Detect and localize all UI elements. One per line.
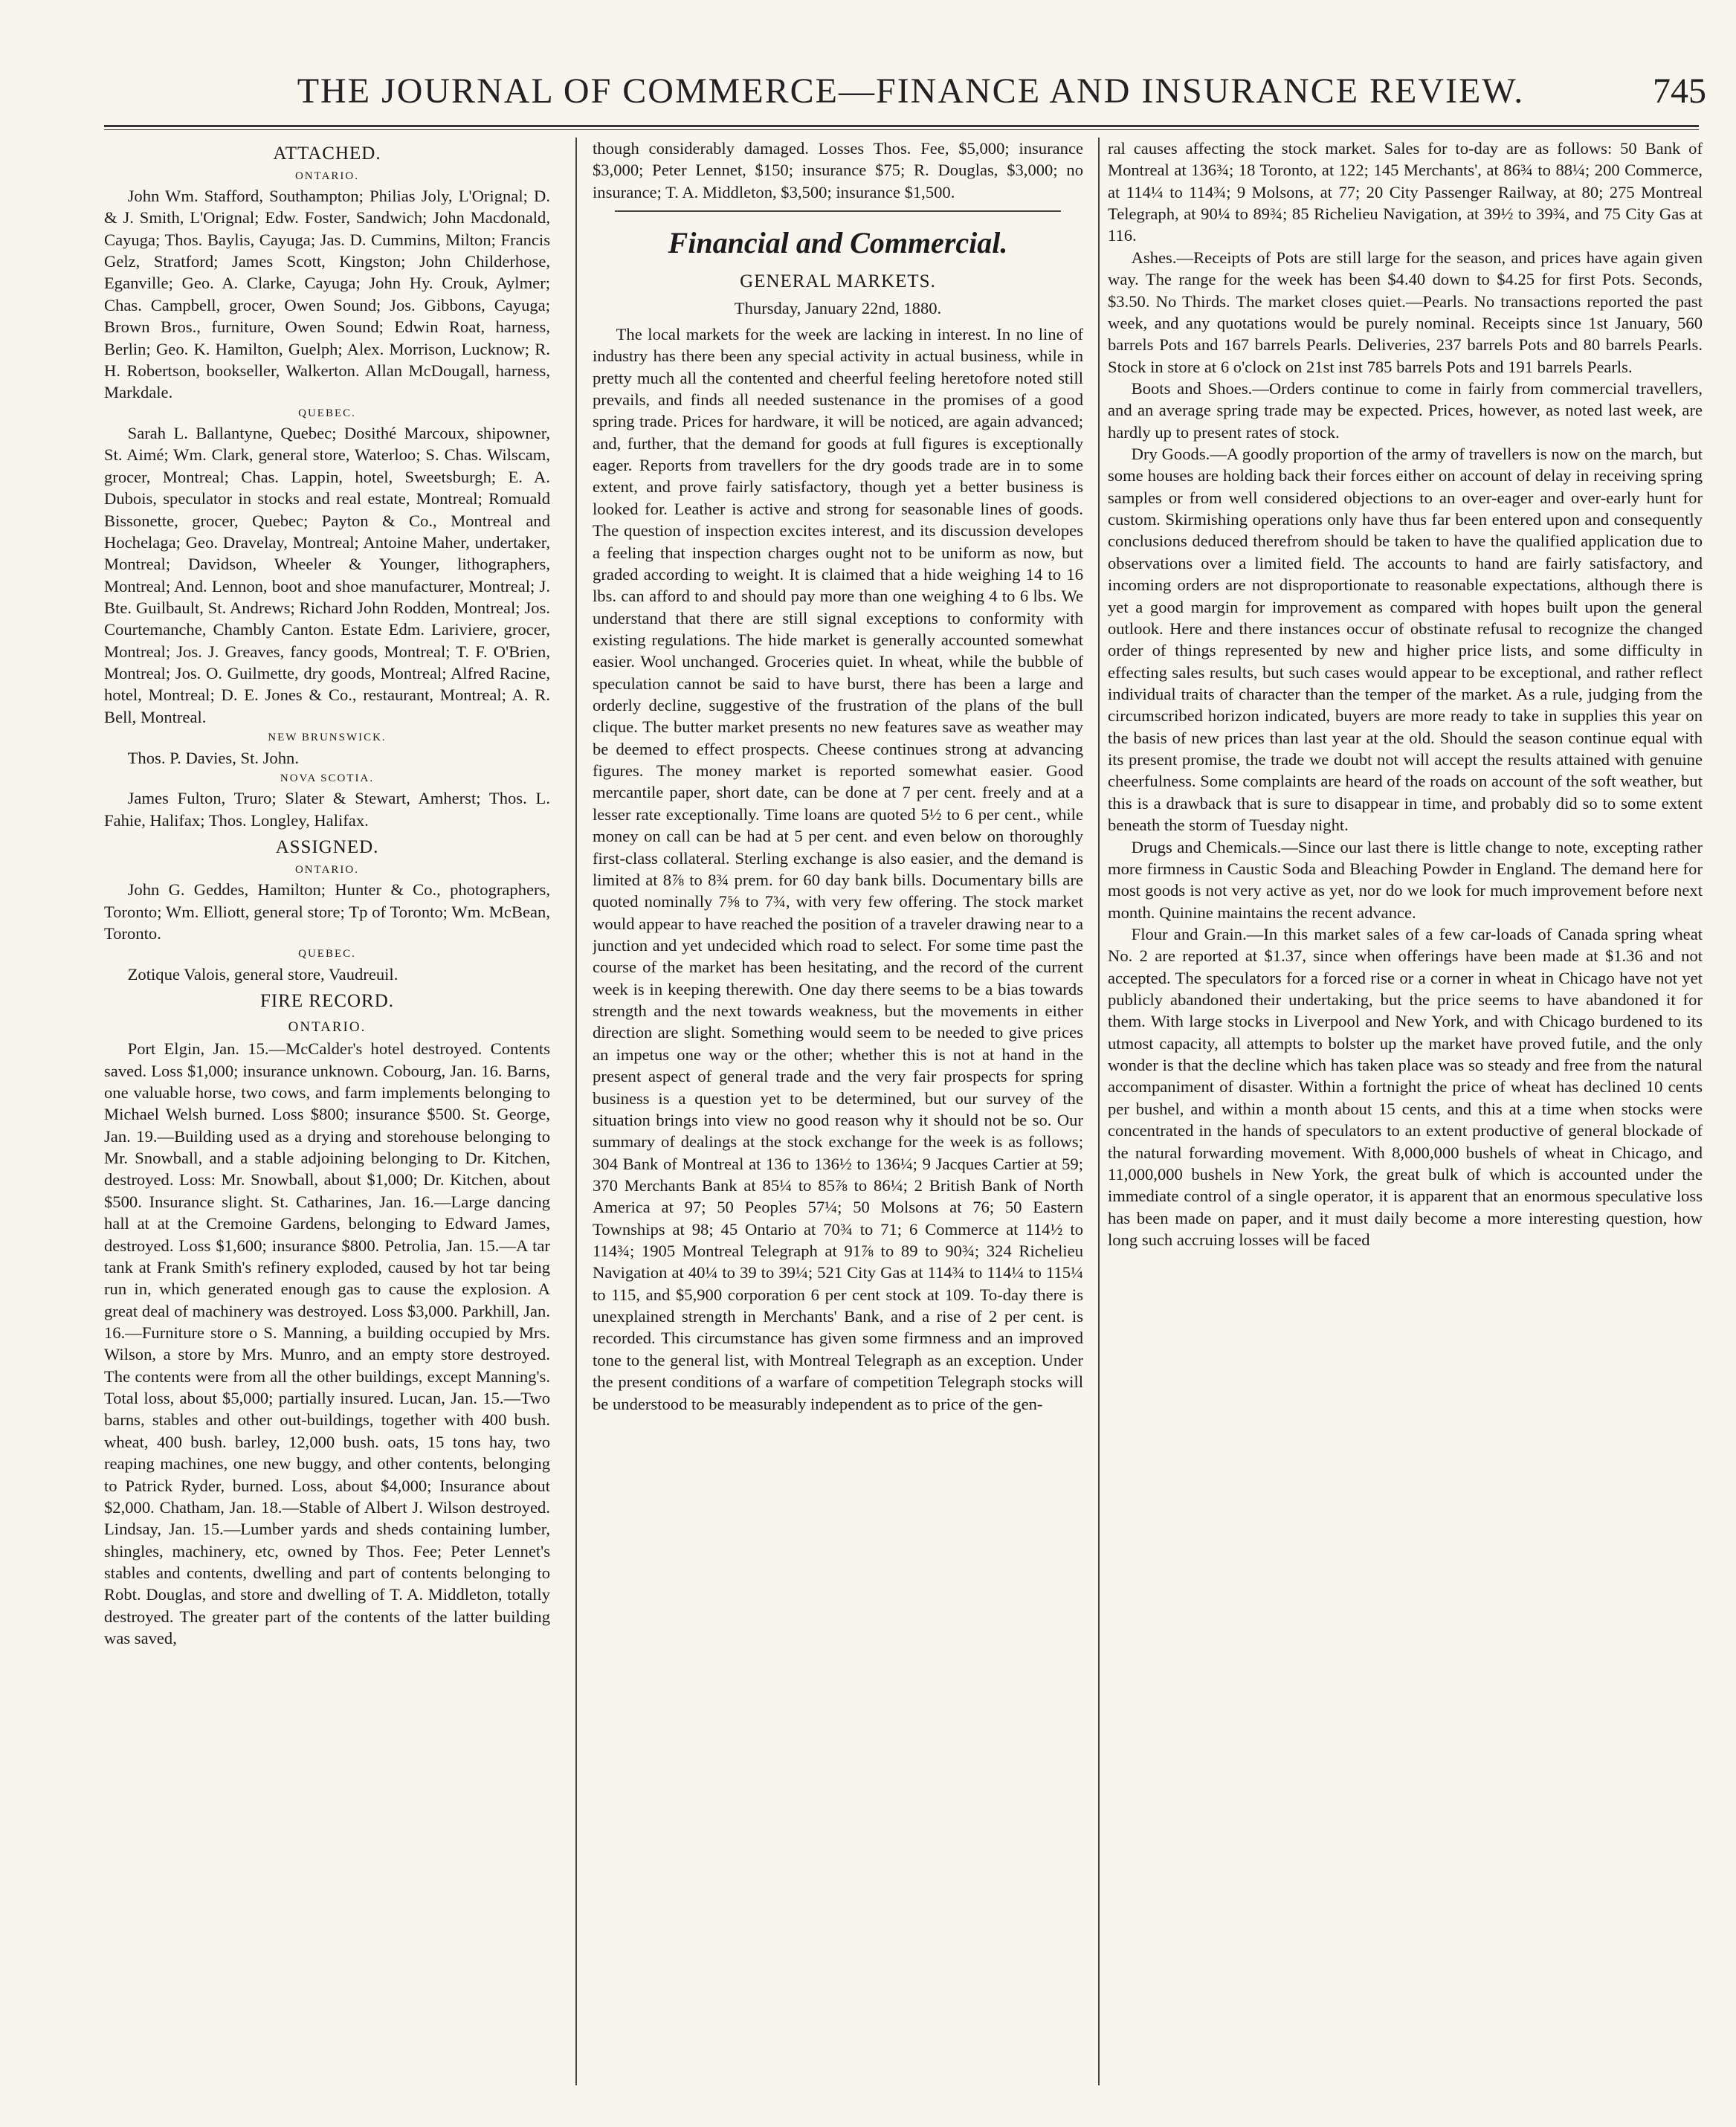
stock-sales: ral causes affecting the stock market. Sales for to-day are as follows: 50 Bank of Montreal at 136¾; 18 Toronto, at 122; 145 Merchants', at 86¾ to 88¼; 200 Commerce, at 114¼ to 114¾; 9 Molsons, at 77; 20 City Passenger Railway, at 80; 275 Montreal Telegraph, at 90¼ to 89¾; 85 Richelieu Navigation, at 39½ to 39¾, and 75 City Gas at 116. xyxy=(1108,139,1703,245)
attached-new-brunswick: Thos. P. Davies, St. John. xyxy=(127,748,299,767)
column-divider xyxy=(1098,138,1100,2085)
financial-heading: Financial and Commercial. xyxy=(668,226,1008,260)
attached-ontario: John Wm. Stafford, Southampton; Philias Joly, L'Orignal; D. & J. Smith, L'Orignal; Edw. Foster, Sandwich; John Macdonald, Cayuga; Thos. Baylis, Cayuga; Jas. D. Cummins, Milton; Francis Gelz, Stratford; James Scott, Kingston; John Childerhose, Eganville; Geo. A. Clarke, Cayuga; John Hy. Crouk, Aylmer; Chas. Campbell, grocer, Owen Sound; Jos. Gibbons, Cayuga; Brown Bros., furniture, Owen Sound; Edwin Roat, harness, Berlin; Geo. K. Hamilton, Guelph; Alex. Morrison, Lucknow; R. H. Robertson, bookseller, Walkerton. Allan McDougall, harness, Markdale. xyxy=(104,187,550,402)
drugs-chemicals-report: Drugs and Chemicals.—Since our last there is little change to note, excepting rather more firmness in Caustic Soda and Bleaching Powder in England. The demand here for most goods is not very active as yet, nor do we look for much improvement before next month. Quinine maintains the recent advance. xyxy=(1108,837,1703,922)
assigned-title: ASSIGNED. xyxy=(275,837,379,858)
flour-grain-report: Flour and Grain.—In this market sales of a few car-loads of Canada spring wheat No. 2 are reported at $1.37, since when offerings have been made at $1.36 and not accepted. The speculators for a forced rise or a corner in wheat in Chicago have not yet publicly abandoned their undertaking, but the price seems to have abandoned it for them. With large stocks in Liverpool and New York, and with Chicago burdened to its utmost capacity, all attempts to bolster up the market have proved futile, and the only wonder is that the decline which has taken place was so steady and free from the natural accompaniment of disaster. Within a fortnight the price of wheat has declined 10 cents per bushel, and within a month about 15 cents, and this at a time when stocks were concentrated in the hands of speculators to an extent productive of general blockade of the natural forwarding movement. With 8,000,000 bushels of wheat in Chicago, and 11,000,000 bushels in New York, the great bulk of which is accounted under the immediate control of a single operator, it is apparent that an enormous speculative loss has been made on paper, and it must daily become a more interesting question, how long such accruing losses will be faced xyxy=(1108,924,1703,1249)
page-number: 745 xyxy=(1653,71,1706,111)
province-label: ONTARIO. xyxy=(288,1019,367,1035)
fire-record-title: FIRE RECORD. xyxy=(259,991,395,1012)
ashes-report: Ashes.—Receipts of Pots are still large for the season, and prices have again given way. The range for the week has been $4.40 down to $4.25 for first Pots. Seconds, $3.50. No Thirds. The market closes quiet.—Pearls. No transactions reported the past week, and any quotations would be purely nominal. Receipts since 1st January, 560 barrels Pots and 167 barrels Pearls. Deliveries, 237 barrels Pots and 80 barrels Pearls. Stock in store at 6 o'clock on 21st inst 785 barrels Pots and 191 barrels Pearls. xyxy=(1108,248,1703,376)
column-3 xyxy=(1108,138,1703,2100)
assigned-ontario: John G. Geddes, Hamilton; Hunter & Co., photographers, Toronto; Wm. Elliott, general store; Tp of Toronto; Wm. McBean, Toronto. xyxy=(104,880,550,943)
province-label: NOVA SCOTIA. xyxy=(280,772,375,784)
header-rule xyxy=(104,125,1699,130)
column-1 xyxy=(104,138,550,2100)
column-divider xyxy=(575,138,577,2085)
province-label: QUEBEC. xyxy=(298,407,356,419)
dry-goods-report: Dry Goods.—A goodly proportion of the army of travellers is now on the march, but some houses are holding back their forces either on account of delay in receiving spring samples or from well considered objections to an over-eager and over-early hunt for custom. Skirmishing operations only have thus far been entered upon and consequently conclusions deduced therefrom should be taken to have the qualified application due to observations over a limited field. The accounts to hand are fairly satisfactory, and incoming orders are not disproportionate to reasonable expectations, although there is yet a good margin for improvement as compared with hopes built upon the general outlook. Here and there instances occur of obstinate refusal to recognize the changed order of things represented by new and higher price lists, and some difficulty in effecting sales results, but such cases would appear to be exceptional, and rather reflect individual traits of character than the temper of the market. As a rule, judging from the circumscribed horizon indicated, buyers are more ready to take in supplies this year on the basis of new prices than last year at the old. Should the season continue equal with its present promise, the trade we doubt not will accept the results attained with genuine cheerfulness. Some complaints are heard of the roads on account of the soft weather, but this is a drawback that is sure to disappear in time, and probably did so to some extent beneath the storm of Tuesday night. xyxy=(1108,445,1703,835)
fire-record-continued: though considerably damaged. Losses Thos. Fee, $5,000; insurance $3,000; Peter Lennet, $150; insurance $75; R. Douglas, $3,000; no insurance; T. A. Middleton, $3,500; insurance $1,500. xyxy=(593,139,1083,201)
page-header xyxy=(112,71,1710,123)
province-label: QUEBEC. xyxy=(298,948,356,961)
general-markets-body: The local markets for the week are lacking in interest. In no line of industry has there been any special activity in actual business, while in pretty much all the contented and cheerful feeling heretofore noted still prevails, and finds all needed sustenance in the promises of a good spring trade. Prices for hardware, it will be noticed, are again advanced; and, further, that the demand for goods at full figures is exceptionally eager. Reports from travellers for the dry goods trade are in to some extent, and prove fairly satisfactory, though yet a better business is looked for. Leather is active and strong for seasonable lines of goods. The question of inspection excites interest, and its discussion developes a feeling that inspection charges ought not to be uniform as now, but graded according to weight. It is claimed that a hide weighing 14 to 16 lbs. can afford to and should pay more than one weighing 4 to 6 lbs. We understand that there are still signal exceptions to conformity with existing regulations. The hide market is generally accounted somewhat easier. Wool unchanged. Groceries quiet. In wheat, while the bubble of speculation cannot be said to have burst, there has been a large and orderly decline, suggestive of the frustration of the plans of the bull clique. The butter market presents no new features save as weather may be deemed to effect prospects. Cheese continues strong at advancing figures. The money market is reported somewhat easier. Good mercantile paper, short date, can be done at 7 per cent. freely and at a lesser rate exceptionally. Time loans are quoted 5½ to 6 per cent., while money on call can be had at 5 per cent. and even below on thoroughly first-class collateral. Sterling exchange is also easier, and the demand is limited at 8⅞ to 8¾ prem. for 60 day bank bills. Documentary bills are quoted nominally 7⅝ to 7¾, with very few offering. The stock market would appear to have reached the position of a traveler drawing near to a junction and yet undecided which road to select. For some time past the course of the market has been hesitating, and the record of the current week is in keeping therewith. One day there seems to be a bias towards strength and the next towards weakness, but the movements in either direction are slight. Something would seem to be needed to give prices an impetus one way or the other; whether this is not at hand in the present aspect of general trade and the very fair prospects for spring business is a question yet to be determined, but our survey of the situation brings into view no good reason why it should not be so. Our summary of dealings at the stock exchange for the week is as follows; 304 Bank of Montreal at 136 to 136½ to 136¼; 9 Jacques Cartier at 59; 370 Merchants Bank at 85¼ to 85⅞ to 86¼; 2 British Bank of North America at 97; 50 Peoples 57¼; 50 Molsons at 76; 50 Eastern Townships at 98; 45 Ontario at 70¾ to 71; 6 Commerce at 114½ to 114¾; 1905 Montreal Telegraph at 91⅞ to 89 to 90¾; 324 Richelieu Navigation at 40¼ to 39 to 39¼; 521 City Gas at 114¾ to 114¼ to 115¼ to 115, and $5,900 corporation 6 per cent stock at 109. To-day there is unexplained strength in Merchants' Bank, and a rise of 2 per cent. is recorded. This circumstance has given some firmness and an improved tone to the general list, with Montreal Telegraph as an exception. Under the present conditions of a warfare of competition Telegraph stocks will be understood to be measurably independent as to price of the gen- xyxy=(593,324,1083,1413)
attached-nova-scotia: James Fulton, Truro; Slater & Stewart, Amherst; Thos. L. Fahie, Halifax; Thos. Longley, Halifax. xyxy=(104,789,550,830)
attached-title: ATTACHED. xyxy=(273,143,381,164)
province-label: NEW BRUNSWICK. xyxy=(268,732,387,744)
dateline: Thursday, January 22nd, 1880. xyxy=(734,298,942,317)
fire-record-text: Port Elgin, Jan. 15.—McCalder's hotel destroyed. Contents saved. Loss $1,000; insurance unknown. Cobourg, Jan. 16. Barns, one valuable horse, two cows, and farm implements belonging to Michael Welsh burned. Loss $800; insurance $500. St. George, Jan. 19.—Building used as a drying and storehouse belonging to Mr. Snowball, and a stable adjoining belonging to Dr. Kitchen, destroyed. Loss: Mr. Snowball, about $1,000; Dr. Kitchen, about $500. Insurance slight. St. Catharines, Jan. 16.—Large dancing hall at at the Cremoine Gardens, belonging to Edward James, destroyed. Loss $1,600; insurance $800. Petrolia, Jan. 15.—A tar tank at Frank Smith's refinery exploded, caused by hot tar being run in, which generated enough gas to cause the explosion. A great deal of machinery was destroyed. Loss $3,000. Parkhill, Jan. 16.—Furniture store o S. Manning, a building occupied by Mrs. Wilson, a store by Mrs. Munro, and an empty store destroyed. The contents were from all the other buildings, except Manning's. Total loss, about $5,000; partially insured. Lucan, Jan. 15.—Two barns, stables and other out-buildings, together with 400 bush. wheat, 400 bush. barley, 12,000 bush. oats, 15 tons hay, two reaping machines, one new buggy, and other contents, belonging to Patrick Ryder, burned. Loss, about $4,000; Insurance about $2,000. Chatham, Jan. 18.—Stable of Albert J. Wilson destroyed. Lindsay, Jan. 15.—Lumber yards and sheds containing lumber, shingles, machinery, etc, owned by Thos. Fee; Peter Lennet's stables and contents, dwelling and part of contents belonging to Robt. Douglas, and store and dwelling of T. A. Middleton, totally destroyed. The greater part of the contents of the latter building was saved, xyxy=(104,1039,550,1648)
general-markets-title: GENERAL MARKETS. xyxy=(740,271,936,292)
province-label: ONTARIO. xyxy=(294,170,360,182)
assigned-quebec: Zotique Valois, general store, Vaudreuil. xyxy=(127,964,398,984)
boots-shoes-report: Boots and Shoes.—Orders continue to come in fairly from commercial travellers, and an average spring trade may be expected. Prices, however, as noted last week, are hardly up to present rates of stock. xyxy=(1108,378,1703,442)
attached-quebec: Sarah L. Ballantyne, Quebec; Dosithé Marcoux, shipowner, St. Aimé; Wm. Clark, general store, Waterloo; S. Chas. Wilscam, grocer, Montreal; Chas. Lappin, hotel, Sweetsburgh; E. A. Dubois, speculator in stocks and real estate, Montreal; Romuald Bissonette, grocer, Quebec; Payton & Co., Montreal and Hochelaga; Geo. Dravelay, Montreal; Antoine Maher, undertaker, Montreal; Davidson, Wheeler & Younger, lithographers, Montreal; And. Lennon, boot and shoe manufacturer, Montreal; J. Bte. Guilbault, St. Andrews; Richard John Rodden, Montreal; Jos. Courtemanche, Chambly Canton. Estate Edm. Lariviere, grocer, Montreal; Jos. J. Greaves, fancy goods, Montreal; T. F. O'Brien, Montreal; Jos. O. Guilmette, dry goods, Montreal; Alfred Racine, hotel, Montreal; D. E. Jones & Co., restaurant, Montreal; A. R. Bell, Montreal. xyxy=(104,424,550,726)
province-label: ONTARIO. xyxy=(294,863,360,876)
column-2 xyxy=(593,138,1083,2100)
section-rule xyxy=(615,210,1061,212)
journal-title: THE JOURNAL OF COMMERCE—FINANCE AND INSURANCE REVIEW. xyxy=(297,71,1525,111)
